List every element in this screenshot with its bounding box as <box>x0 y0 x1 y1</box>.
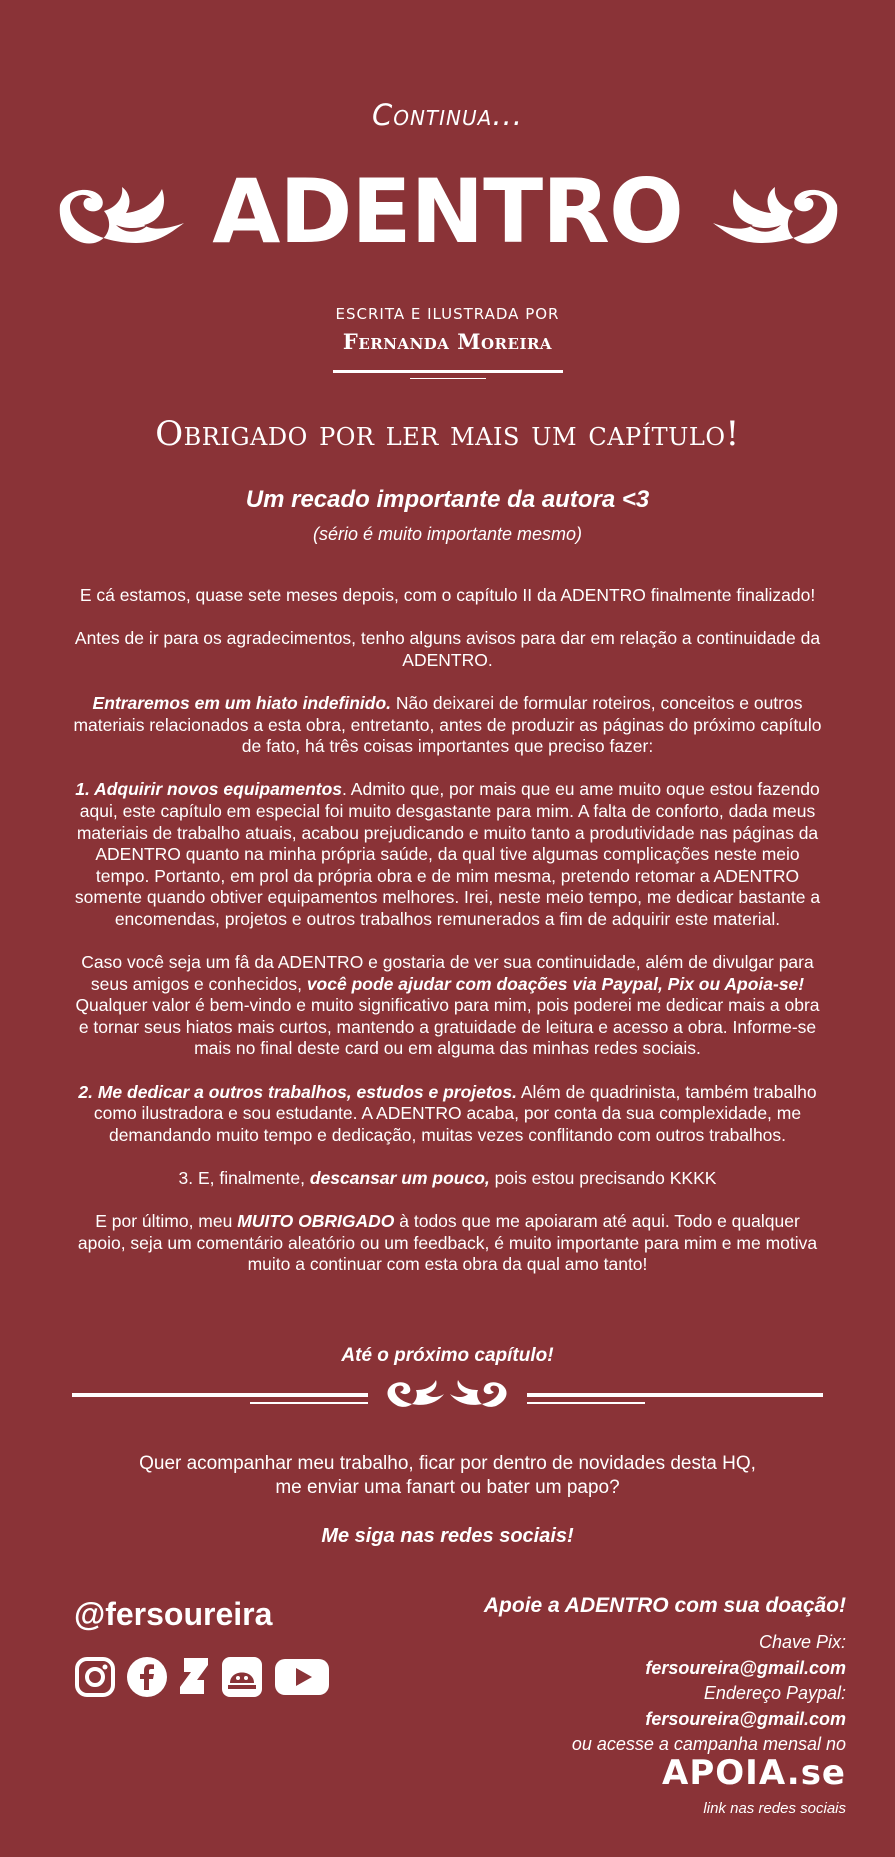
message-body <box>72 585 823 1298</box>
header-divider <box>333 370 563 373</box>
divider-left <box>72 1393 368 1397</box>
apoia-note: link nas redes sociais <box>703 1800 846 1817</box>
divider-ornament-icon <box>386 1380 508 1412</box>
donate-title: Apoie a ADENTRO com sua doação! <box>483 1594 846 1617</box>
author-name: Fernanda Moreira <box>342 329 553 354</box>
paragraph-7: 3. E, finalmente, descansar um pouco, pois estou precisando KKKK <box>178 1168 717 1189</box>
social-handle[interactable]: @fersoureira <box>74 1596 273 1632</box>
continua-label: Continua... <box>371 98 523 132</box>
paragraph-8: E por último, meu MUITO OBRIGADO à todos que me apoiaram até aqui. Todo e qualquer apoio, seja um comentário aleatório ou um feedback, é muito importante para mim e me motiva muito a continuar com esta obra da qual amo tanto! <box>77 1211 818 1275</box>
paragraph-4: 1. Adquirir novos equipamentos. Admito que, por mais que eu ame muito oque estou fazendo aqui, este capítulo em especial foi muito desgastante para mim. A falta de conforto, dada meus materiais de trabalho atuais, acabou prejudicando e muito tanto a produtividade nas páginas da ADENTRO quanto na minha própria saúde, da qual tive algumas complicações neste meio tempo. Portanto, em prol da própria obra e de mim mesma, pretendo retomar a ADENTRO somente quando obtiver equipamentos melhores. Irei, neste meio tempo, me dedicar bastante a encomendas, projetos e outros trabalhos remunerados a fim de adquirir este material. <box>74 779 821 929</box>
paragraph-2: Antes de ir para os agradecimentos, tenho alguns avisos para dar em relação a continuidade da ADENTRO. <box>74 628 821 670</box>
notice-subtitle: (sério é muito importante mesmo) <box>312 524 583 544</box>
pix-label: Chave Pix: <box>758 1632 846 1652</box>
thanks-title: Obrigado por ler mais um capítulo! <box>155 414 740 454</box>
divider-right-small <box>527 1402 645 1404</box>
follow-question: Quer acompanhar meu trabalho, ficar por dentro de novidades desta HQ, me enviar uma fanart ou bater um papo? <box>139 1453 756 1498</box>
tapas-icon[interactable] <box>220 1655 264 1704</box>
youtube-icon[interactable] <box>274 1657 330 1702</box>
byline: ESCRITA E ILUSTRADA POR <box>335 305 560 323</box>
paragraph-5: Caso você seja um fâ da ADENTRO e gostaria de ver sua continuidade, além de divulgar para seus amigos e conhecidos, você pode ajudar com doações via Paypal, Pix ou Apoia-se! Qualquer valor é bem-vindo e muito significativo para mim, pois poderei me dedicar mais a obra e tornar seus hiatos mais curtos, mantendo a gratuidade de leitura e acesso a obra. Informe-se mais no final deste card ou em alguma das minhas redes sociais. <box>75 952 820 1059</box>
paragraph-1: E cá estamos, quase sete meses depois, com o capítulo II da ADENTRO finalmente finalizado! <box>79 585 816 605</box>
paragraph-3: Entraremos em um hiato indefinido. Não deixarei de formular roteiros, conceitos e outros materiais relacionados a esta obra, entretanto, antes de produzir as páginas do próximo capítulo de fato, há três coisas importantes que preciso fazer: <box>73 692 822 757</box>
closing-line: Até o próximo capítulo! <box>341 1345 554 1366</box>
notice-title: Um recado importante da autora <3 <box>245 486 650 513</box>
divider-left-small <box>250 1402 368 1404</box>
apoia-se-logo[interactable]: APOIA.se <box>662 1753 846 1793</box>
campaign-text: ou acesse a campanha mensal no <box>571 1734 846 1754</box>
header-divider-small <box>410 378 486 379</box>
donate-details <box>572 1630 846 1758</box>
paypal-value[interactable]: fersoureira@gmail.com <box>645 1708 846 1729</box>
facebook-icon[interactable] <box>126 1656 168 1703</box>
social-icons <box>74 1655 330 1704</box>
comic-logo: ADENTRO <box>212 160 683 263</box>
divider-right <box>527 1393 823 1397</box>
follow-cta: Me siga nas redes sociais! <box>321 1525 574 1547</box>
deviantart-icon[interactable] <box>178 1656 210 1703</box>
paragraph-6: 2. Me dedicar a outros trabalhos, estudos e projetos. Além de quadrinista, também trabalho como ilustradora e sou estudante. A ADENTRO acaba, por conta da sua complexidade, me demandando muito tempo e dedicação, muitas vezes conflitando com outros trabalhos. <box>78 1081 817 1145</box>
instagram-icon[interactable] <box>74 1656 116 1703</box>
pix-value[interactable]: fersoureira@gmail.com <box>645 1657 846 1678</box>
paypal-label: Endereço Paypal: <box>703 1683 846 1703</box>
